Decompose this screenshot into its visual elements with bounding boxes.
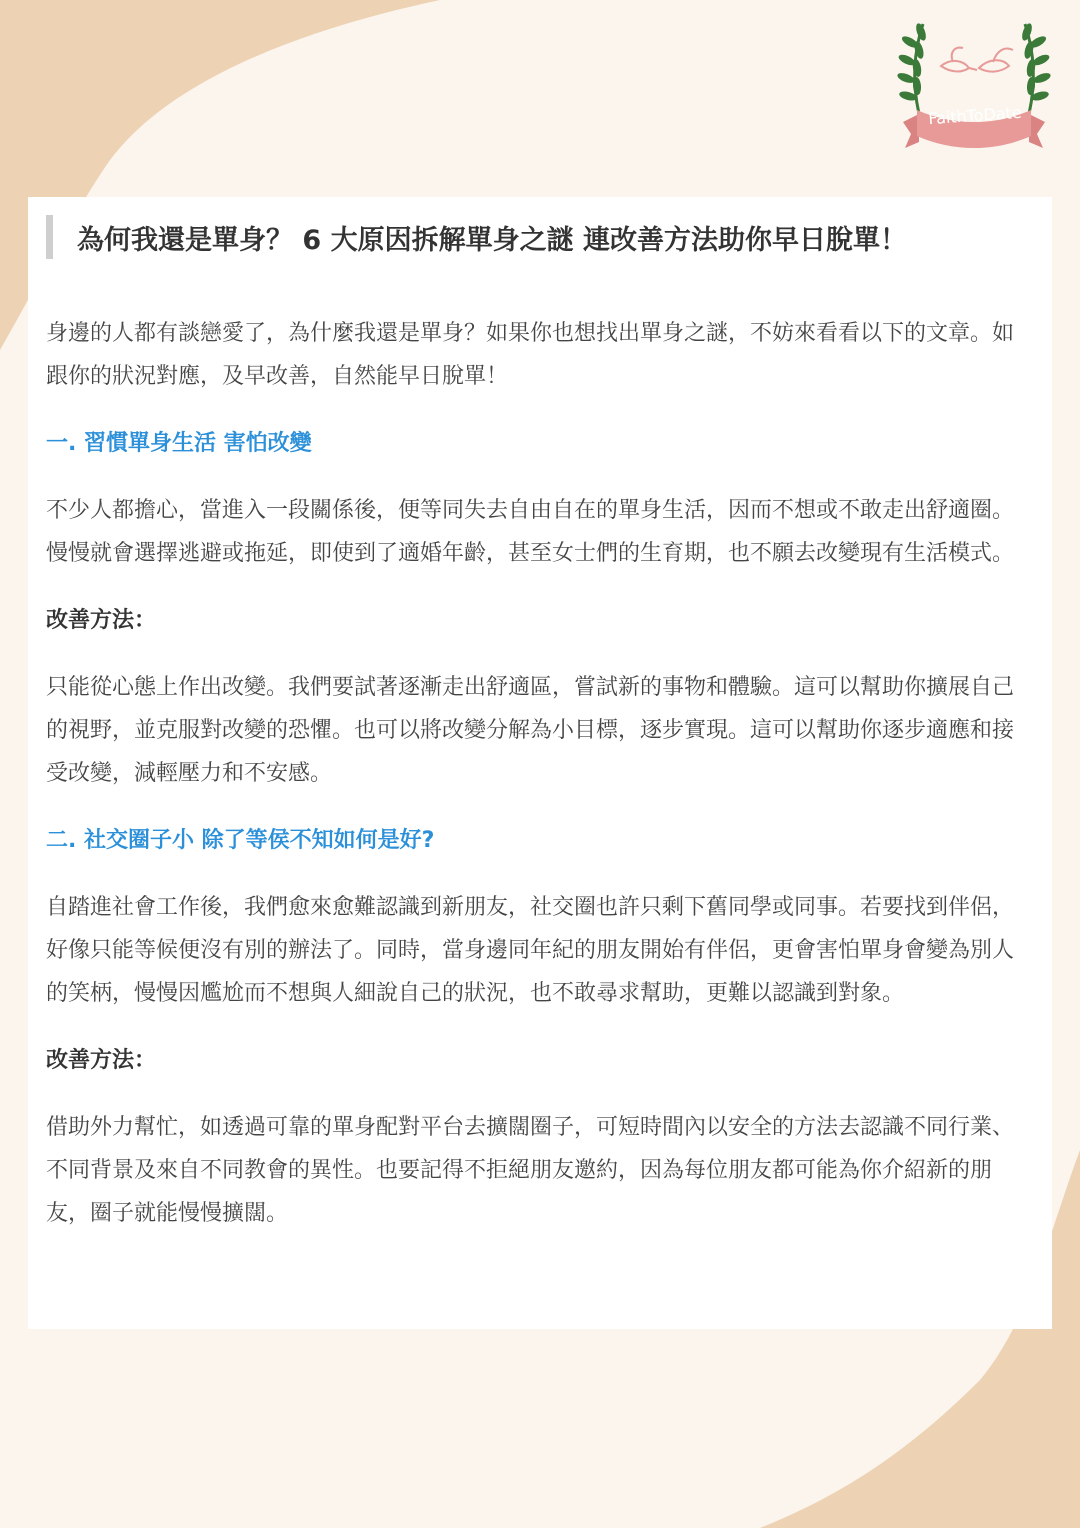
section-1-body: 不少人都擔心，當進入一段關係後，便等同失去自由自在的單身生活，因而不想或不敢走出舒適圈。慢慢就會選擇逃避或拖延，即使到了適婚年齡，甚至女士們的生育期，也不願去改變現有生活模式。 <box>46 498 1015 566</box>
section-2-method: 借助外力幫忙，如透過可靠的單身配對平台去擴闊圈子，可短時間內以安全的方法去認識不同行業、不同背景及來自不同教會的異性。也要記得不拒絕朋友邀約，因為每位朋友都可能為你介紹新的朋友，圈子就能慢慢擴闊。 <box>46 1115 1015 1226</box>
right-laurel-icon <box>1020 22 1052 114</box>
title-bar <box>46 215 1034 259</box>
article-card <box>28 197 1052 1329</box>
section-1-method: 只能從心態上作出改變。我們要試著逐漸走出舒適區，嘗試新的事物和體驗。這可以幫助你擴展自己的視野，並克服對改變的恐懼。也可以將改變分解為小目標，逐步實現。這可以幫助你逐步適應和接受改變，減輕壓力和不安感。 <box>46 675 1015 786</box>
section-2-method-label: 改善方法： <box>46 1048 157 1073</box>
article-title: 為何我還是單身？ 6 大原因拆解單身之謎 連改善方法助你早日脫單！ <box>77 224 907 256</box>
section-2-body: 自踏進社會工作後，我們愈來愈難認識到新朋友，社交圈也許只剩下舊同學或同事。若要找到伴侶，好像只能等候便沒有別的辦法了。同時，當身邊同年紀的朋友開始有伴侶，更會害怕單身會變為別人的笑柄，慢慢因尷尬而不想與人細說自己的狀況，也不敢尋求幫助，更難以認識到對象。 <box>46 895 1015 1006</box>
faithtodate-logo <box>893 18 1055 160</box>
hummingbird-icon <box>941 48 1013 72</box>
section-1-method-label: 改善方法： <box>46 608 157 633</box>
intro-paragraph: 身邊的人都有談戀愛了，為什麼我還是單身？如果你也想找出單身之謎，不妨來看看以下的文章。如跟你的狀況對應，及早改善，自然能早日脫單！ <box>46 321 1015 389</box>
logo-text: FaithToDate <box>927 102 1023 129</box>
section-2-heading: 二. 社交圈子小 除了等侯不知如何是好? <box>46 828 435 853</box>
section-1-heading: 一. 習慣單身生活 害怕改變 <box>46 431 312 456</box>
left-laurel-icon <box>896 22 928 114</box>
